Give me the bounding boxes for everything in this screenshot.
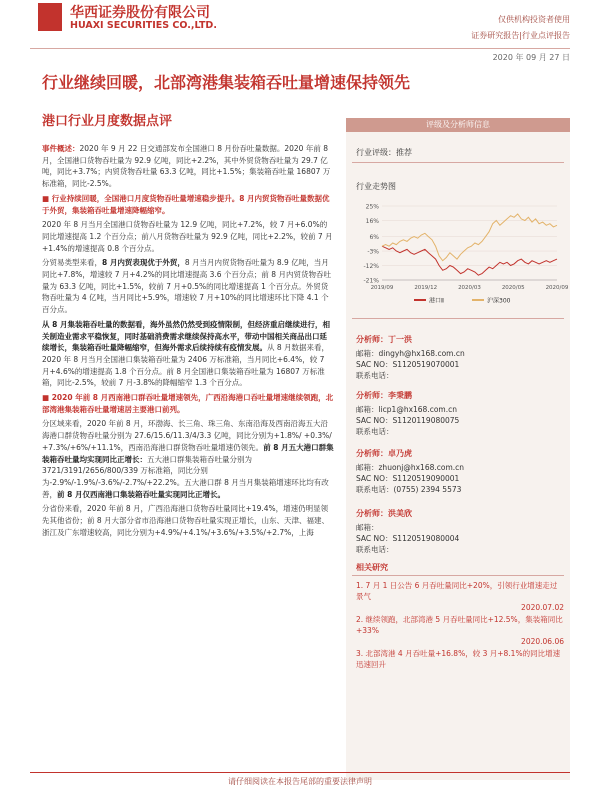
report-date: 2020 年 09 月 27 日: [492, 53, 570, 62]
x-tick-label: 2019/12: [414, 285, 438, 291]
analyst-2-phone: 联系电话：: [356, 427, 394, 436]
analyst-3-name: 分析师：卓乃虎: [356, 449, 412, 458]
trend-chart: [352, 198, 569, 310]
report-type-tag: 证券研究报告|行业点评报告: [471, 31, 570, 40]
x-tick-label: 2019/09: [370, 285, 394, 291]
analyst-4-phone: 联系电话：: [356, 545, 394, 554]
analyst-1-email: 邮箱：dingyh@hx168.com.cn: [356, 349, 465, 358]
company-logo: [38, 3, 62, 31]
p5-lead: 分区域来看，2020 年前 8 月，环渤海、长三角、珠三角、东南沿海及西南沿海五大沿海港口群货物吞吐量分别为 27.6/15.6/11.3/4/3.3 亿吨，同比分别为+1.8%/ +0.3%/ +7.3%/+6%/+11.1%，西南沿海港口群货物吞吐量增速仍领先。: [42, 419, 332, 452]
highlight-1-text: 行业持续回暖，全国港口月度货物吞吐量增速稳步提升。8 月内贸货物吞吐量数据优于外贸，集装箱吞吐量增速降幅缩窄。: [42, 193, 330, 215]
related-item-2-text[interactable]: 2. 继续领跑，北部湾港 5 月吞吐量同比+12.5%，集装箱同比+33%: [356, 615, 563, 635]
y-tick-label: -21%: [363, 277, 379, 285]
highlight-2-text: 2020 年前 8 月西南港口群吞吐量增速领先，广西沿海港口吞吐量增速继续领跑，北部湾港集装箱吞吐量增速居主要港口前列。: [42, 393, 334, 414]
sidebar-divider: [352, 162, 564, 163]
sidebar-header: 评级及分析师信息: [346, 118, 570, 132]
audience-tag: 仅供机构投资者使用: [498, 15, 570, 24]
related-item-1-date: 2020.07.02: [521, 603, 564, 612]
sidebar-divider: [352, 575, 564, 576]
bullet-icon: ■: [42, 193, 52, 203]
p4-body: 从 8 月数据来看，2020 年 8 月当月全国港口集装箱吞吐量为 2406 万标准箱，当月同比+6.4%，较 7 月+4.6%的增速提高 1.8 个百分点。前 8 月全国港口集装箱吞吐量为 16807 万标准箱，同比-2.5%，较前 7 月-3.8%的降幅缩窄 1.3 个百分点。: [42, 343, 330, 388]
analyst-3-phone: 联系电话：(0755) 2394 5573: [356, 485, 462, 494]
analyst-4-email: 邮箱：: [356, 523, 379, 532]
analyst-2-sac: SAC NO：S1120119080075: [356, 416, 460, 425]
x-tick-label: 2020/03: [458, 285, 481, 291]
paragraph-container: [42, 319, 334, 389]
report-title: 行业继续回暖，北部湾港集装箱吞吐量增速保持领先: [42, 73, 411, 92]
bullet-icon: ■: [42, 393, 52, 403]
analyst-3-email: 邮箱：zhuonj@hx168.com.cn: [356, 463, 465, 472]
p3-body: 8 月当月内贸货物吞吐量为 8.9 亿吨，当月同比+7.8%，增速较 7 月+4.2%的同比增速提高 3.6 个百分点；前 8 月内贸货物吞吐量为 63.3 亿吨，同比+1.5%，较前 7 月+0.5%的同比增速提高 1 个百分点。外贸货物吞吐量为 4 亿吨，当月同比+5.9%，增速较 7 月+10%的同比增速环比下降 4.1 个百分点。: [42, 258, 331, 315]
brand-name-cn: 华西证券股份有限公司: [70, 5, 210, 21]
p5-body: 五大港口群集装箱吞吐量分别为 3721/3191/2656/800/339 万标准箱，同比分别为-2.9%/-1.9%/-3.6%/-2.7%/+22.2%。五大港口群 8 月当月集装箱增速环比均有改善，: [42, 454, 329, 499]
y-tick-label: 25%: [365, 203, 379, 211]
y-tick-label: -12%: [363, 263, 379, 271]
y-tick-label: 6%: [369, 234, 379, 242]
main-content: [42, 143, 334, 542]
paragraph-throughput: 2020 年 8 月当月全国港口货物吞吐量为 12.9 亿吨，同比+7.2%，较 7 月+6.0%的同比增速提高 1.2 个百分点；前八月货物吞吐量为 92.9 亿吨，同比+2.2%，较前 7 月+1.4%的增速提高 0.8 个百分点。: [42, 220, 333, 253]
header-divider: [30, 48, 570, 49]
highlight-1: [42, 193, 334, 216]
report-subtitle: 港口行业月度数据点评: [42, 114, 173, 129]
x-tick-label: 2020/09: [545, 285, 569, 291]
analyst-4-sac: SAC NO：S1120519080004: [356, 534, 460, 543]
event-summary: [42, 143, 334, 190]
p3-bold: 8 月内贸表现优于外贸，: [102, 258, 185, 268]
event-label: 事件概述：: [42, 144, 80, 153]
p5-bold-end: 前 8 月仅西南港口集装箱吞吐量实现同比正增长。: [57, 489, 225, 499]
p5-bold: 前 8 月五大港口群集装箱吞吐量均实现同比正增长：: [42, 442, 334, 464]
legend-label-2: 沪深300: [487, 297, 511, 305]
related-research-title: 相关研究: [356, 563, 388, 572]
industry-rating: 行业评级：推荐: [356, 148, 412, 157]
series-line-2: [382, 214, 557, 261]
legal-notice[interactable]: 请仔细阅读在本报告尾部的重要法律声明: [228, 777, 372, 786]
related-item-1-text[interactable]: 1. 7 月 1 日公告 6 月吞吐量同比+20%，引领行业增速走过景气: [356, 581, 558, 601]
y-tick-label: 16%: [365, 217, 379, 225]
analyst-1-sac: SAC NO：S1120519070001: [356, 360, 460, 369]
paragraph-region: [42, 418, 334, 500]
related-item-3[interactable]: [356, 648, 564, 670]
related-item-1[interactable]: [356, 580, 564, 613]
brand-name-en: HUAXI SECURITIES CO.,LTD.: [70, 20, 217, 31]
related-item-2[interactable]: [356, 614, 564, 647]
p4-bold: 从 8 月集装箱吞吐量的数据看，海外虽然仍然受到疫情限制，但经济重启继续进行，相关制造业需求平稳恢复，同时基础消费需求继续保持高水平，带动中国相关商品出口延续增长，集装箱吞吐量降幅缩窄，但海外需求后续持续有疫情发展。: [42, 319, 330, 353]
sidebar-divider: [352, 318, 564, 319]
trend-chart-title: 行业走势图: [356, 182, 396, 191]
event-text: 2020 年 9 月 22 日交通部发布全国港口 8 月份吞吐量数据。2020 年前 8 月，全国港口货物吞吐量为 92.9 亿吨，同比+2.2%，其中外贸货物吞吐量为 29.7 亿吨，同比+3.7%；内贸货物吞吐量 63.3 亿吨，同比+1.5%；集装箱吞吐量 16807 万标准箱，同比-2.5%。: [42, 144, 331, 189]
analyst-2-email: 邮箱：licp1@hx168.com.cn: [356, 405, 457, 414]
analyst-1-phone: 联系电话：: [356, 371, 394, 380]
series-line-1: [382, 246, 557, 275]
related-item-2-date: 2020.06.06: [521, 637, 564, 646]
analyst-3-sac: SAC NO：S1120519090001: [356, 474, 460, 483]
analyst-4-name: 分析师：洪美欣: [356, 509, 412, 518]
x-tick-label: 2020/05: [501, 285, 525, 291]
highlight-2: [42, 392, 334, 415]
paragraph-trade-type: [42, 257, 334, 316]
paragraph-province: 分省份来看，2020 年前 8 月，广西沿海港口货物吞吐量同比+19.4%，增速仍明显领先其他省份；前 8 月大部分省市沿海港口货物吞吐量实现正增长，山东、天津、福建、浙江及广东增速较高，同比分别为+4.9%/+4.1%/+3.6%/+3.5%/+2.7%，上海: [42, 504, 330, 537]
footer-divider: [30, 772, 570, 773]
related-item-3-text[interactable]: 3. 北部湾港 4 月吞吐量+16.8%，较 3 月+8.1%的同比增速迅速回升: [356, 649, 561, 669]
y-tick-label: -3%: [367, 248, 379, 256]
p3-lead: 分贸易类型来看，: [42, 258, 102, 268]
analyst-2-name: 分析师：李秉鹏: [356, 391, 412, 400]
legend-label-1: 港口Ⅱ: [429, 297, 444, 305]
analyst-1-name: 分析师：丁一洪: [356, 335, 412, 344]
